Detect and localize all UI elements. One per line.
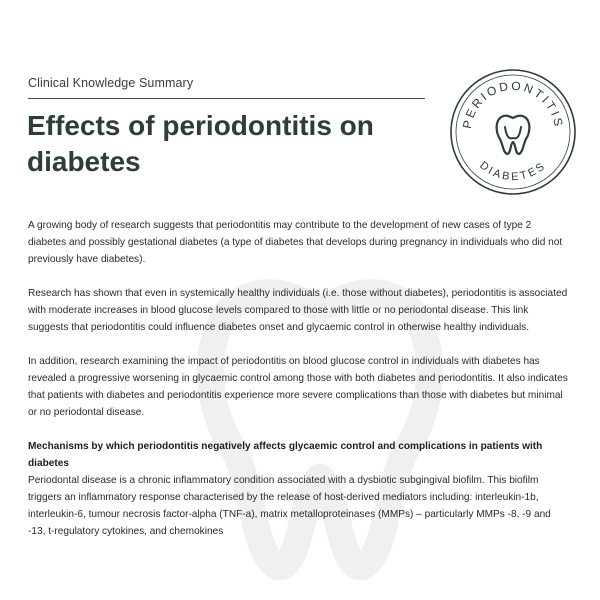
- badge-bottom-text: DIABETES: [477, 159, 549, 184]
- periodontitis-diabetes-badge: [448, 67, 578, 197]
- intro-paragraph: A growing body of research suggests that periodontitis may contribute to the development of new cases of type 2 diabetes and possibly gestational diabetes (a type of diabetes that develops during pregnancy in individuals who did not previously have diabetes).: [28, 220, 563, 265]
- header-divider: [28, 98, 425, 99]
- document-kicker: Clinical Knowledge Summary: [28, 76, 194, 90]
- page-title: Effects of periodontitis on diabetes: [27, 110, 374, 177]
- tooth-icon: [497, 116, 530, 154]
- section-heading: Mechanisms by which periodontitis negatively affects glycaemic control and complications in patients with diabetes: [28, 441, 543, 469]
- research-paragraph: Research has shown that even in systemically healthy individuals (i.e. those without diabetes), periodontitis is associated with moderate increases in blood glucose levels compared to those with little or no periodontal disease. This link suggests that periodontitis could influence diabetes onset and glycaemic control in otherwise healthy individuals.: [28, 288, 568, 333]
- article-body: [28, 217, 568, 557]
- glycaemic-control-paragraph: In addition, research examining the impact of periodontitis on blood glucose control in individuals with diabetes has revealed a progressive worsening in glycaemic control among those with both diabetes and periodontitis. It also indicates that patients with diabetes and periodontitis experience more severe complications than those with diabetes but minimal or no periodontal disease.: [28, 356, 568, 418]
- badge-top-text: PERIODONTITIS: [459, 78, 567, 130]
- section-paragraph: Periodontal disease is a chronic inflammatory condition associated with a dysbiotic subgingival biofilm. This biofilm triggers an inflammatory response characterised by the release of host-derived mediators including: interleukin-1b, interleukin-6, tumour necrosis factor-alpha (TNF-a), matrix metalloproteinases (MMPs) – particularly MMPs -8, -9 and -13, t-regulatory cytokines, and chemokines: [28, 475, 551, 537]
